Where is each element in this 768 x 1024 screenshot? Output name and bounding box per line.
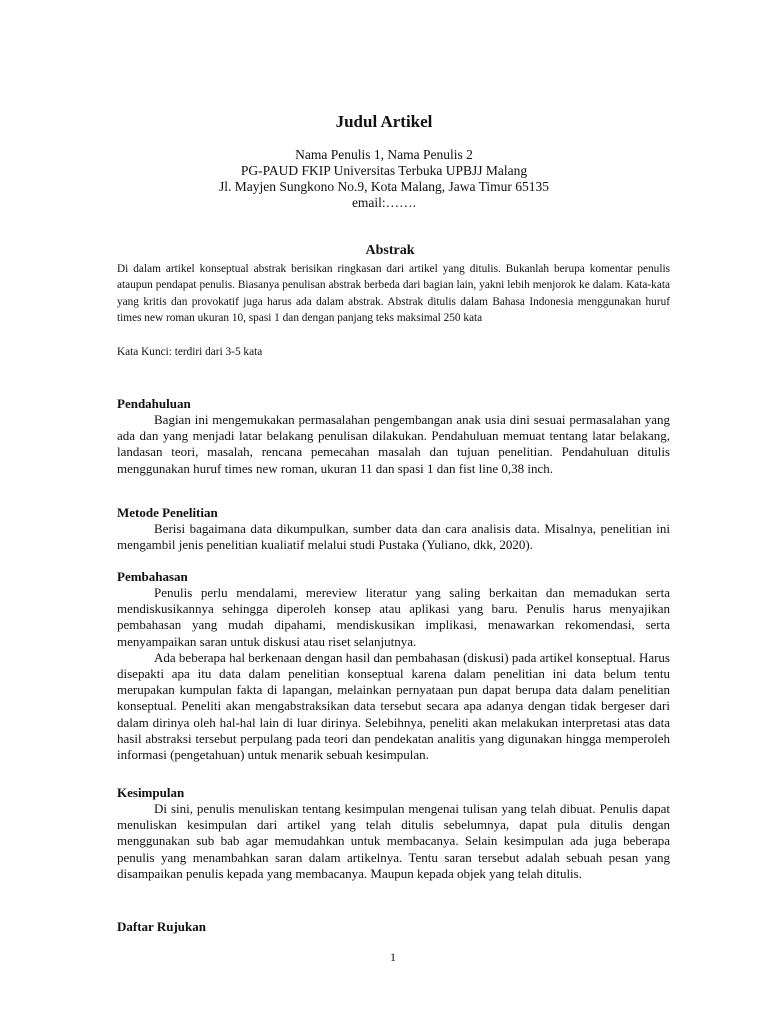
- section-heading: Pembahasan: [117, 569, 188, 584]
- author-address: Jl. Mayjen Sungkono No.9, Kota Malang, Jawa Timur 65135: [219, 179, 549, 194]
- section-heading: Daftar Rujukan: [117, 919, 206, 934]
- page-number: 1: [390, 950, 396, 964]
- section-heading: Kesimpulan: [117, 785, 185, 800]
- paragraph: Berisi bagaimana data dikumpulkan, sumber data dan cara analisis data. Misalnya, penelitian ini mengambil jenis penelitian kualiatif melalui studi Pustaka (Yuliano, dkk, 2020).: [117, 521, 670, 553]
- section-heading: Metode Penelitian: [117, 505, 218, 520]
- keywords: Kata Kunci: terdiri dari 3-5 kata: [117, 346, 263, 358]
- author-email: email:…….: [351, 195, 417, 210]
- paragraph: Di sini, penulis menuliskan tentang kesimpulan mengenai tulisan yang telah dibuat. Penulis dapat menuliskan kesimpulan dari artikel yang telah ditulis sebelumnya, dapat pula ditulis dengan menggunakan sub bab agar memudahkan untuk membacanya. Selain kesimpulan ada juga beberapa penulis yang menambahkan saran dalam artikelnya. Tentu saran tersebut adalah sebuah pesan yang disampaikan penulis kepada yang membacanya. Maupun kepada objek yang telah ditulis.: [117, 801, 670, 881]
- section-pendahuluan: [117, 396, 670, 477]
- paragraph: Penulis perlu mendalami, mereview literatur yang saling berkaitan dan memadukan serta mendiskusikannya sehingga diperoleh konsep atau aplikasi yang baru. Penulis harus menyajikan pembahasan yang mudah dipahami, mendiskusikan implikasi, menawarkan rekomendasi, serta menyampaikan saran untuk diskusi atau riset selanjutnya.: [117, 585, 670, 649]
- paragraph: Bagian ini mengemukakan permasalahan pengembangan anak usia dini sesuai permasalahan yang ada dan yang menjadi latar belakang penulisan dilakukan. Pendahuluan memuat tentang latar belakang, landasan teori, masalah, rencana pemecahan masalah dan tujuan penelitian. Pendahuluan ditulis menggunakan huruf times new roman, ukuran 11 dan spasi 1 dan fist line 0,38 inch.: [117, 412, 670, 476]
- abstract-body: Di dalam artikel konseptual abstrak berisikan ringkasan dari artikel yang ditulis. Bukanlah berupa komentar penulis ataupun pendapat penulis. Biasanya penulisan abstrak berbeda dari bagian lain, yakni lebih menjorok ke dalam. Kata-kata yang kritis dan provokatif juga harus ada dalam abstrak. Abstrak ditulis dalam Bahasa Indonesia menggunakan huruf times new roman ukuran 10, spasi 1 dan dengan panjang teks maksimal 250 kata: [117, 263, 670, 325]
- author-names: Nama Penulis 1, Nama Penulis 2: [295, 147, 473, 162]
- author-block: [0, 147, 768, 211]
- section-daftar-rujukan: [117, 919, 670, 935]
- author-affiliation: PG-PAUD FKIP Universitas Terbuka UPBJJ Malang: [240, 163, 528, 178]
- article-title: Judul Artikel: [335, 112, 433, 131]
- abstract-heading: Abstrak: [365, 243, 415, 258]
- section-heading: Pendahuluan: [117, 396, 191, 411]
- paragraph: Ada beberapa hal berkenaan dengan hasil dan pembahasan (diskusi) pada artikel konseptual. Harus disepakti apa itu data dalam penelitian konseptual karena dalam penelitian ini data belum tentu merupakan kumpulan fakta di lapangan, melainkan pernyataan pun dapat berupa data dalam penelitian konseptual. Peneliti akan mengabstraksikan data tersebut secara apa adanya dengan tidak bergeser dari dalam dirinya oleh hal-hal lain di luar dirinya. Selebihnya, peneliti akan melakukan interpretasi atas data hasil abstraksi tersebut perpulang pada teori dan pendekatan analitis yang digunakan hingga memperoleh informasi (pengetahuan) untuk menarik sebuah kesimpulan.: [117, 649, 670, 763]
- section-pembahasan: [117, 569, 670, 763]
- section-metode-penelitian: [117, 505, 670, 553]
- section-kesimpulan: [117, 785, 670, 882]
